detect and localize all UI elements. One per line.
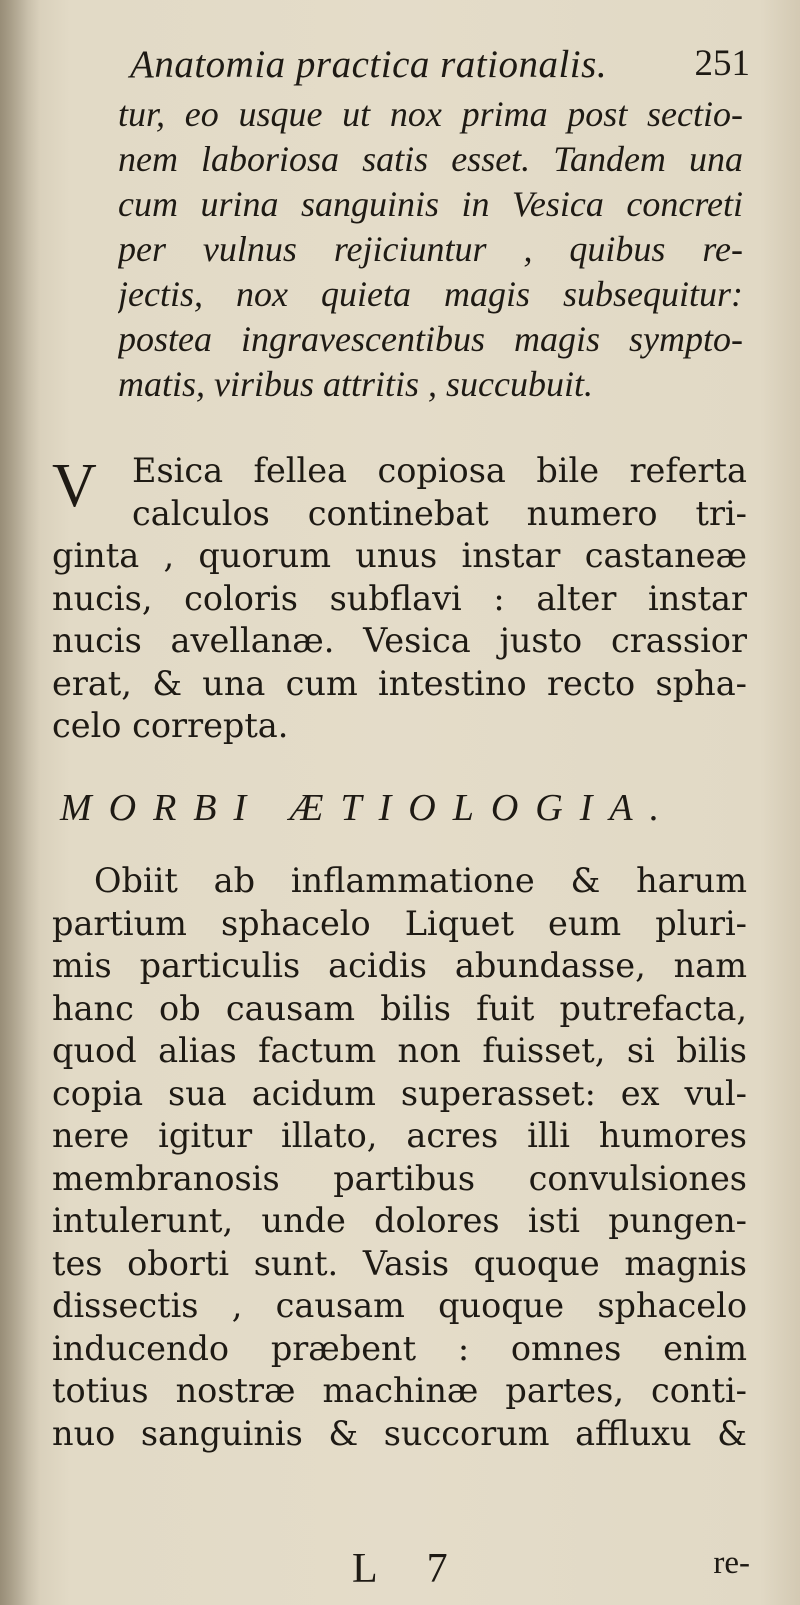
catchword: re- <box>713 1545 750 1581</box>
text-line: per vulnus rejiciuntur , quibus re- <box>118 229 743 269</box>
paragraph-aetiologia <box>52 860 747 1455</box>
text-line: inducendo præbent : omnes enim <box>52 1328 747 1368</box>
text-line: nucis, coloris subflavi : alter instar <box>52 578 747 618</box>
text-line: nere igitur illato, acres illi humores <box>52 1116 747 1155</box>
paragraph-vesica <box>52 450 747 748</box>
text-line: quod alias factum non fuisset, si bilis <box>52 1031 747 1070</box>
page-number: 251 <box>694 43 750 84</box>
text-line: postea ingravescentibus magis sympto- <box>118 319 743 359</box>
text-line: hanc ob causam bilis fuit putrefacta, <box>52 988 747 1028</box>
running-head: Anatomia practica rationalis. <box>130 43 608 86</box>
text-line: tes oborti sunt. Vasis quoque magnis <box>52 1243 747 1283</box>
signature-mark: L 7 <box>352 1546 468 1592</box>
section-heading: MORBI ÆTIOLOGIA. <box>60 787 677 829</box>
text-line: copia sua acidum superasset: ex vul- <box>52 1073 747 1113</box>
text-line: tur, eo usque ut nox prima post sectio- <box>118 94 743 134</box>
text-line: partium sphacelo Liquet eum pluri- <box>52 903 747 943</box>
text-line: calculos continebat numero tri- <box>132 493 747 533</box>
text-line: membranosis partibus convulsiones <box>52 1158 747 1198</box>
text-line: matis, viribus attritis , succubuit. <box>118 364 594 404</box>
text-line: nucis avellanæ. Vesica justo crassior <box>52 621 747 660</box>
text-line: intulerunt, unde dolores isti pungen- <box>52 1201 747 1240</box>
italic-paragraph <box>118 92 743 407</box>
text-line: erat, & una cum intestino recto spha- <box>52 663 747 703</box>
text-line: jectis, nox quieta magis subsequitur: <box>118 274 743 314</box>
drop-cap: V <box>52 452 97 520</box>
text-line: mis particulis acidis abundasse, nam <box>52 946 747 985</box>
text-line: totius nostræ machinæ partes, conti- <box>52 1371 747 1410</box>
page-footer <box>330 1545 750 1593</box>
text-line: celo correpta. <box>52 706 289 745</box>
text-line: Obiit ab inflammatione & harum <box>94 861 747 900</box>
text-line: ginta , quorum unus instar castaneæ <box>52 536 747 575</box>
page-header <box>130 42 750 92</box>
text-line: nuo sanguinis & succorum affluxu & <box>52 1413 747 1453</box>
text-line: dissectis , causam quoque sphacelo <box>52 1286 747 1325</box>
text-line: cum urina sanguinis in Vesica concreti <box>118 184 743 224</box>
gutter-shadow <box>0 0 40 1605</box>
text-line: nem laboriosa satis esset. Tandem una <box>118 139 743 179</box>
text-line: Esica fellea copiosa bile referta <box>132 451 747 490</box>
